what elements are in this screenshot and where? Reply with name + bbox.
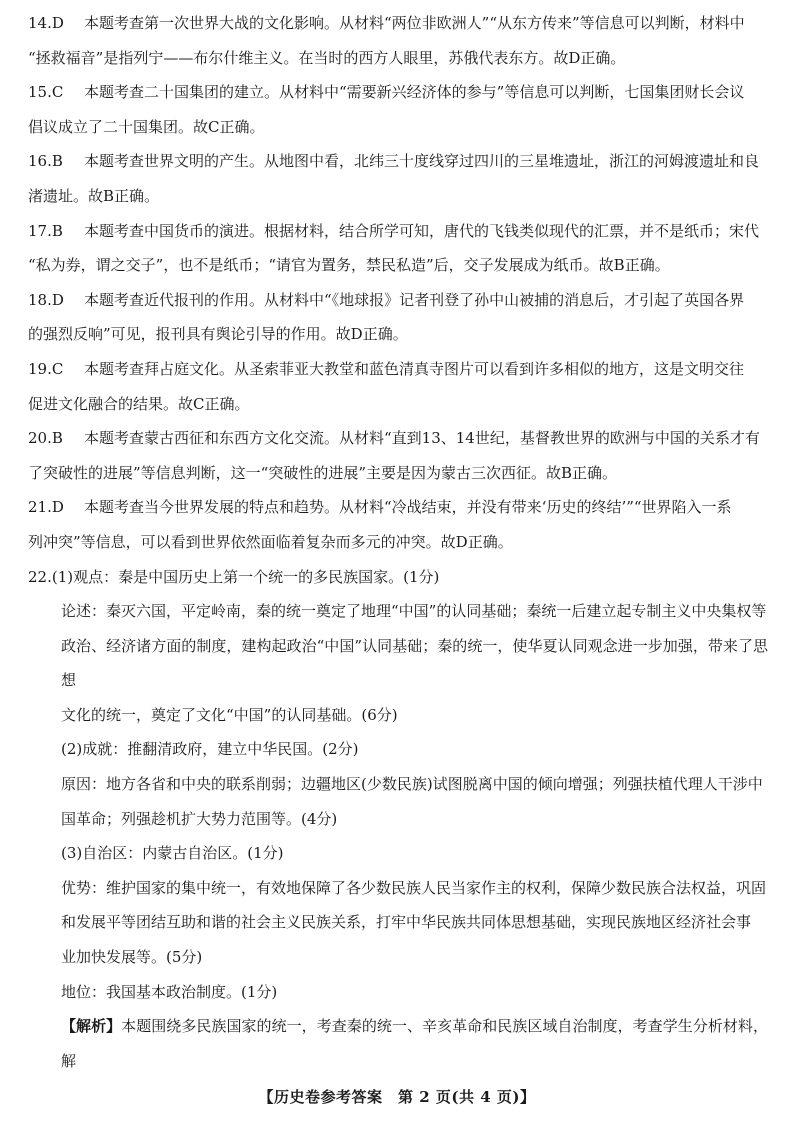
item-text: 本题考查世界文明的产生。从地图中看，北纬三十度线穿过四川的三星堆遗址，浙江的河姆渡遗址和良 bbox=[84, 152, 760, 171]
item-number: 18.D bbox=[28, 290, 64, 309]
item-number: 16.B bbox=[28, 152, 63, 171]
page-footer: 【历史卷参考答案 第 2 页(共 4 页)】 bbox=[258, 1088, 536, 1106]
item-text: “私为券，谓之交子”，也不是纸币；“请官为置务，禁民私造”后，交子发展成为纸币。故B正确。 bbox=[28, 256, 670, 275]
item-text: 本题考查近代报刊的作用。从材料中“《地球报》记者刊登了孙中山被捕的消息后，才引起了英国各界 bbox=[84, 290, 745, 309]
item-text: “拯救福音”是指列宁——布尔什维主义。在当时的西方人眼里，苏俄代表东方。故D正确。 bbox=[28, 48, 626, 67]
q22-part2: (2)成就：推翻清政府，建立中华民国。(2分) bbox=[61, 740, 359, 759]
item-text: 的强烈反响”可见，报刊具有舆论引导的作用。故D正确。 bbox=[28, 325, 408, 344]
answer-page bbox=[28, 6, 768, 1078]
item-text: 本题考查蒙古西征和东西方文化交流。从材料“直到13、14世纪，基督教世界的欧洲与中国的关系才有 bbox=[84, 429, 760, 448]
item-number: 15.C bbox=[28, 83, 64, 102]
q22-lunshu: 政治、经济诸方面的制度，建构起政治“中国”认同基础；秦的统一，使华夏认同观念进一步加强，带来了思想 bbox=[61, 636, 768, 690]
analysis-text: 本题围绕多民族国家的统一，考查秦的统一、辛亥革命和民族区域自治制度，考查学生分析材料，解 bbox=[61, 1017, 768, 1070]
q22-diwei: 地位：我国基本政治制度。(1分) bbox=[61, 982, 278, 1001]
item-number: 22. bbox=[28, 567, 52, 586]
item-number: 21.D bbox=[28, 498, 64, 517]
item-text: 本题考查中国货币的演进。根据材料，结合所学可知，唐代的飞钱类似现代的汇票，并不是纸币；宋代 bbox=[84, 221, 760, 240]
item-14 bbox=[28, 6, 768, 75]
item-text: 促进文化融合的结果。故C正确。 bbox=[28, 394, 250, 413]
q22-youshi: 业加快发展等。(5分) bbox=[61, 948, 203, 967]
q22-yuanyin: 原因：地方各省和中央的联系削弱；边疆地区(少数民族)试图脱离中国的倾向增强；列强扶植代理人干涉中 bbox=[61, 775, 763, 794]
item-number: 14.D bbox=[28, 14, 64, 32]
item-18 bbox=[28, 283, 768, 352]
q22-lunshu: 论述：秦灭六国，平定岭南，秦的统一奠定了地理“中国”的认同基础；秦统一后建立起专制主义中央集权等 bbox=[61, 602, 767, 621]
item-text: 渚遗址。故B正确。 bbox=[28, 186, 160, 205]
item-16 bbox=[28, 144, 768, 213]
q22-youshi: 和发展平等团结互助和谐的社会主义民族关系，打牢中华民族共同体思想基础，实现民族地区经济社会事 bbox=[61, 913, 752, 932]
item-text: 列冲突”等信息，可以看到世界依然面临着复杂而多元的冲突。故D正确。 bbox=[28, 532, 513, 551]
q22-youshi: 优势：维护国家的集中统一，有效地保障了各少数民族人民当家作主的权利，保障少数民族合法权益，巩固 bbox=[61, 878, 767, 897]
item-17 bbox=[28, 214, 768, 283]
q22-yuanyin: 国革命；列强趁机扩大势力范围等。(4分) bbox=[61, 809, 338, 828]
item-text: 本题考查拜占庭文化。从圣索菲亚大教堂和蓝色清真寺图片可以看到许多相似的地方，这是文明交往 bbox=[84, 359, 745, 378]
item-number: 19.C bbox=[28, 359, 64, 378]
item-number: 20.B bbox=[28, 429, 63, 448]
item-22 bbox=[28, 560, 768, 1079]
item-text: 了突破性的进展”等信息判断，这一“突破性的进展”主要是因为蒙古三次西征。故B正确。 bbox=[28, 463, 618, 482]
item-20 bbox=[28, 421, 768, 490]
item-text: 本题考查当今世界发展的特点和趋势。从材料“冷战结束，并没有带来‘历史的终结’”“世界陷入一系 bbox=[84, 498, 732, 517]
q22-part1: (1)观点：秦是中国历史上第一个统一的多民族国家。(1分) bbox=[51, 567, 440, 586]
item-text: 本题考查二十国集团的建立。从材料中“需要新兴经济体的参与”等信息可以判断，七国集团财长会议 bbox=[84, 83, 745, 102]
item-21 bbox=[28, 490, 768, 559]
q22-lunshu: 文化的统一，奠定了文化“中国”的认同基础。(6分) bbox=[61, 705, 398, 724]
item-number: 17.B bbox=[28, 221, 63, 240]
item-text: 倡议成立了二十国集团。故C正确。 bbox=[28, 117, 265, 136]
item-19 bbox=[28, 352, 768, 421]
item-text: 本题考查第一次世界大战的文化影响。从材料“两位非欧洲人”“从东方传来”等信息可以判断，材料中 bbox=[84, 14, 745, 32]
q22-part3: (3)自治区：内蒙古自治区。(1分) bbox=[61, 844, 284, 863]
q22-analysis bbox=[28, 1009, 768, 1078]
item-15 bbox=[28, 75, 768, 144]
analysis-tag: 【解析】 bbox=[61, 1017, 122, 1036]
